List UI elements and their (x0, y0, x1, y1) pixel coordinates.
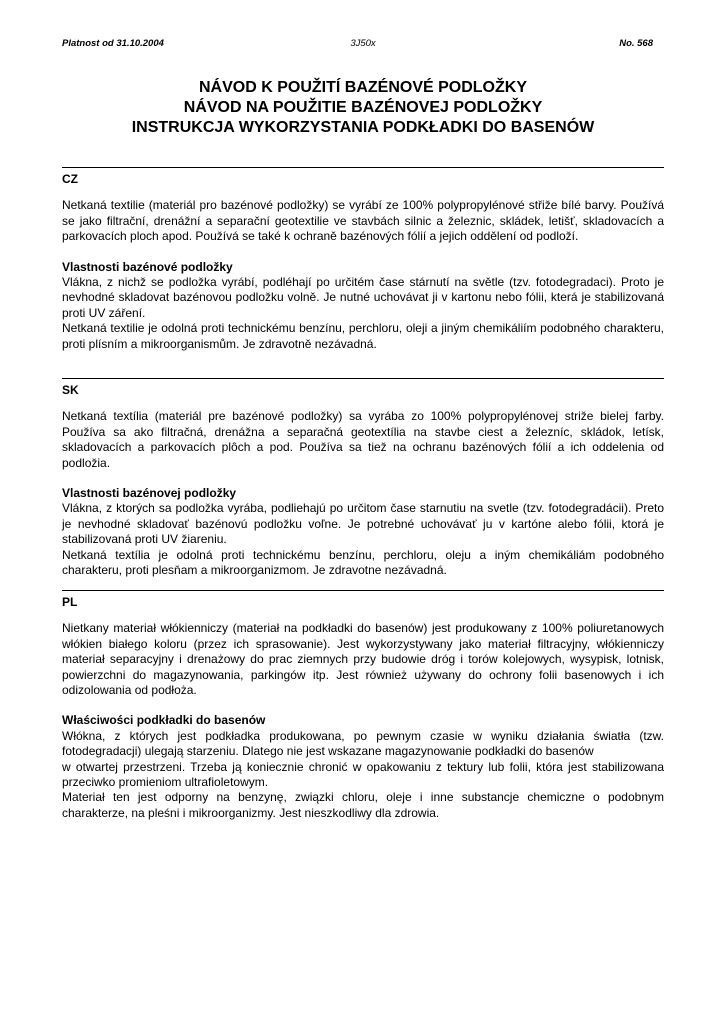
section-text: Włókna, z których jest podkładka produkowana, po pewnym czasie w wyniku działania światła (tzw. fotodegradacji) ulegają starzeniu. Dlatego nie jest wskazane magazynowanie podkładki do basenów (62, 728, 664, 759)
section-text: Vlákna, z ktorých sa podložka vyrába, podliehajú po určitom čase starnutiu na svetle (tzv. fotodegradácii). Preto je nevhodné skladovať bazénovú podložku voľne. Je potrebné uchovávať ju v kartóne alebo fólii, ktorá je stabilizovaná proti UV žiareniu. (62, 501, 664, 547)
section-subheading: Vlastnosti bazénové podložky (62, 259, 233, 274)
section-divider (62, 167, 664, 168)
section-divider (62, 378, 664, 379)
section-code: SK (62, 383, 79, 397)
page-header (62, 38, 664, 54)
section-code: PL (62, 595, 78, 609)
document-titles (62, 78, 664, 138)
section-intro: Netkaná textília (materiál pre bazénové podložky) sa vyrába zo 100% polypropylénovej striže bielej farby. Používa sa ako filtračná, drenážna a separačná geotextília na stavbe ciest a železníc, skládok, letísk, skladovacích a parkovacích plôch a pod. Používa sa tiež na ochranu bazénových fólií a ich oddelenia od podložia. (62, 409, 664, 470)
section-intro: Nietkany materiał włókienniczy (materiał na podkładki do basenów) jest produkowany z 100% poliuretanowych włókien białego koloru (przez ich sprasowanie). Jest wykorzystywany jako materiał filtracyjny, włókienniczy materiał separacyjny i drenażowy do prac ziemnych przy budowie dróg i torów kolejowych, wysypisk, lotnisk, powierzchni do magazynowania, parkingów itp. Jest również używany do ochrony folii basenowych i ich odizolowania od podłoża. (62, 621, 664, 698)
section-divider (62, 590, 664, 591)
section-text: Netkaná textília je odolná proti technickému benzínu, perchloru, oleju a iným chemikáliám podobného charakteru, proti plesňam a mikroorganizmom. Je zdravotne nezávadná. (62, 547, 664, 578)
validity-date: Platnost od 31.10.2004 (62, 38, 164, 49)
section-subheading: Właściwości podkładki do basenów (62, 713, 266, 728)
section-cz (62, 167, 664, 352)
section-text: Vlákna, z nichž se podložka vyrábí, podléhají po určitém čase stárnutí na světle (tzv. fotodegradaci). Proto je nevhodné skladovat bazénovou podložku volně. Je nutné uchovávat ji v kartonu nebo fólii, která je stabilizovaná proti UV záření. (62, 275, 664, 320)
section-subheading: Vlastnosti bazénovej podložky (62, 486, 237, 501)
document-code: 3J50x (350, 38, 376, 49)
section-text: w otwartej przestrzeni. Trzeba ją koniecznie chronić w opakowaniu z tektury lub folii, która jest stabilizowana przeciwko promieniom ultrafioletowym. (62, 759, 664, 790)
document-number: No. 568 (619, 38, 653, 49)
section-text: Netkaná textilie je odolná proti technickému benzínu, perchloru, oleji a jiným chemikáliím podobného charakteru, proti plísním a mikroorganismům. Je zdravotně nezávadná. (62, 321, 664, 351)
section-code: CZ (62, 172, 78, 186)
title-sk: NÁVOD NA POUŽITIE BAZÉNOVEJ PODLOŽKY (183, 99, 543, 116)
section-intro: Netkaná textilie (materiál pro bazénové podložky) se vyrábí ze 100% polypropylénové střiže bílé barvy. Používá se jako filtrační, drenážní a separační geotextilie ve stavbách silnic a železnic, skládek, letišť, skladovacích a parkovacích ploch apod. Používá se také k ochraně bazénových fólií a jejich oddělení od podloží. (62, 198, 664, 244)
title-pl: INSTRUKCJA WYKORZYSTANIA PODKŁADKI DO BASENÓW (131, 119, 595, 136)
section-pl (62, 590, 664, 821)
section-sk (62, 378, 664, 578)
title-cz: NÁVOD K POUŽITÍ BAZÉNOVÉ PODLOŽKY (198, 79, 527, 96)
section-text: Materiał ten jest odporny na benzynę, związki chloru, oleje i inne substancje chemiczne o podobnym charakterze, na pleśni i mikroorganizmy. Jest nieszkodliwy dla zdrowia. (62, 790, 664, 820)
